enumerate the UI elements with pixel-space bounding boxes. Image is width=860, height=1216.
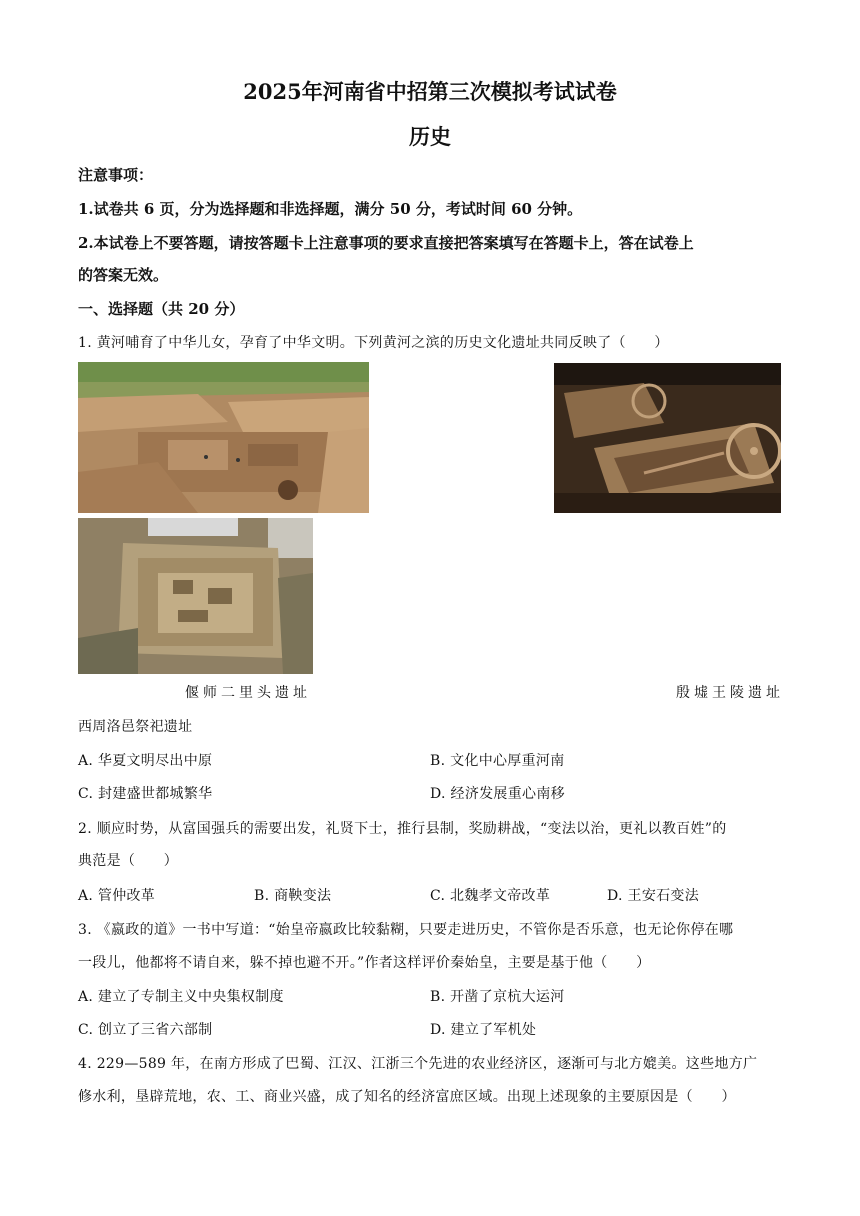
q2-stem-line-2: 典范是（ ） <box>78 853 179 869</box>
erlitou-site-photo <box>78 362 369 513</box>
caption-yinxu: 殷墟王陵遗址 <box>676 685 784 701</box>
luoyi-sacrificial-site-photo <box>78 518 313 674</box>
q1-stem: 1. 黄河哺育了中华儿女，孕育了中华文明。下列黄河之滨的历史文化遗址共同反映了（ ） <box>78 335 669 351</box>
q1-option-a[interactable]: A. 华夏文明尽出中原 <box>78 753 213 769</box>
q2-option-a[interactable]: A. 管仲改革 <box>78 888 156 904</box>
notice-item-2-line-2: 的答案无效。 <box>78 266 169 284</box>
section-heading-choice: 一、选择题（共 20 分） <box>78 300 245 318</box>
exam-title: 2025年河南省中招第三次模拟考试试卷 <box>243 79 617 104</box>
q4-stem-line-2: 修水利，垦辟荒地，农、工、商业兴盛，成了知名的经济富庶区域。出现上述现象的主要原因是（ ） <box>78 1089 736 1105</box>
q2-option-d[interactable]: D. 王安石变法 <box>607 888 700 904</box>
notice-item-2-line-1: 2.本试卷上不要答题，请按答题卡上注意事项的要求直接把答案填写在答题卡上，答在试卷上 <box>78 234 694 252</box>
q3-option-b[interactable]: B. 开凿了京杭大运河 <box>430 989 565 1005</box>
notice-item-1: 1.试卷共 6 页，分为选择题和非选择题，满分 50 分，考试时间 60 分钟。 <box>78 200 583 218</box>
yinxu-chariot-pit-photo <box>554 363 781 513</box>
q3-stem-line-2: 一段儿，他都将不请自来，躲不掉也避不开。”作者这样评价秦始皇，主要是基于他（ ） <box>78 955 651 971</box>
exam-subject: 历史 <box>409 124 451 149</box>
caption-luoyi: 西周洛邑祭祀遗址 <box>78 719 193 735</box>
q2-option-b[interactable]: B. 商鞅变法 <box>254 888 332 904</box>
caption-erlitou: 偃师二里头遗址 <box>185 685 311 701</box>
q3-stem-line-1: 3. 《嬴政的道》一书中写道：“始皇帝嬴政比较黏糊，只要走进历史，不管你是否乐意，也无论你停在哪 <box>78 922 734 938</box>
q4-stem-line-1: 4. 229—589 年，在南方形成了巴蜀、江汉、江浙三个先进的农业经济区，逐渐可与北方媲美。这些地方广 <box>78 1056 758 1072</box>
q1-option-c[interactable]: C. 封建盛世都城繁华 <box>78 786 213 802</box>
q2-option-c[interactable]: C. 北魏孝文帝改革 <box>430 888 551 904</box>
q2-stem-line-1: 2. 顺应时势，从富国强兵的需要出发，礼贤下士，推行县制，奖励耕战，“变法以治，更礼以教百姓”的 <box>78 821 727 837</box>
q1-option-b[interactable]: B. 文化中心厚重河南 <box>430 753 565 769</box>
q3-option-a[interactable]: A. 建立了专制主义中央集权制度 <box>78 989 284 1005</box>
notice-heading: 注意事项： <box>78 166 154 184</box>
q3-option-d[interactable]: D. 建立了军机处 <box>430 1022 537 1038</box>
q3-option-c[interactable]: C. 创立了三省六部制 <box>78 1022 213 1038</box>
q1-option-d[interactable]: D. 经济发展重心南移 <box>430 786 565 802</box>
